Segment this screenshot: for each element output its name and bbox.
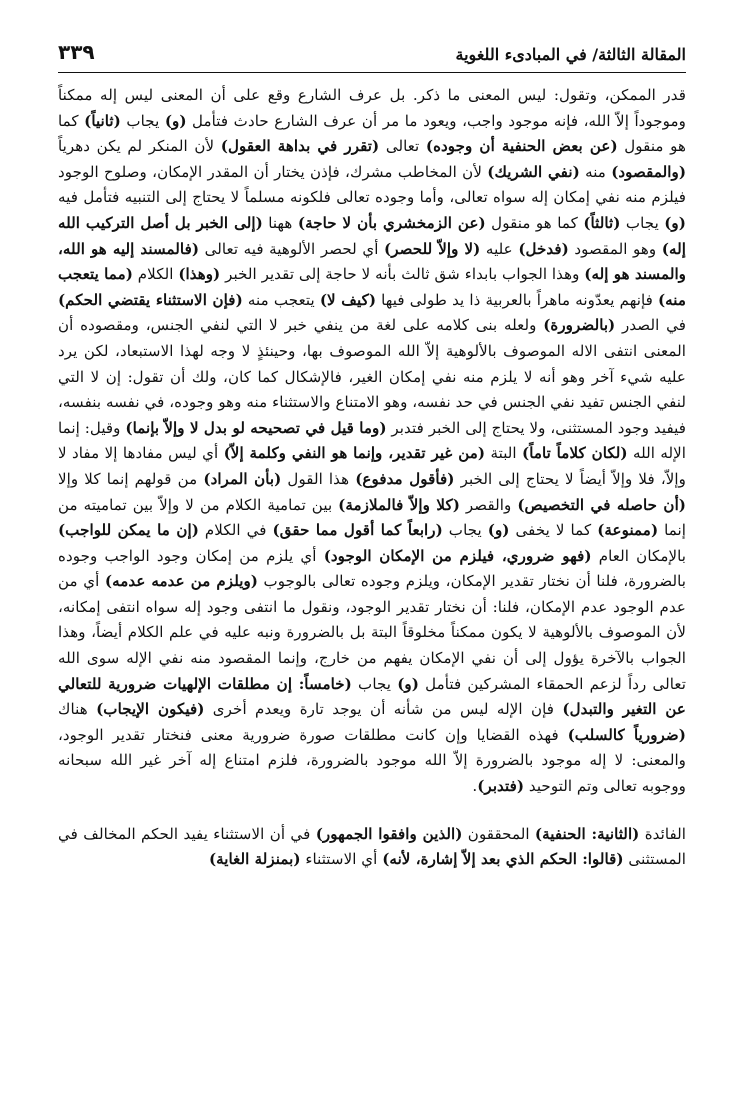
bold-text-run: (و) [164,111,187,130]
text-run: هذا القول [281,469,356,488]
text-run: يجاب [120,111,165,130]
bold-text-run: (من غير تقدير، وإنما هو النفي وكلمة إلاّ) [223,444,486,463]
text-run: كما لا يخفى [509,521,598,540]
text-run: لأن المخاطب مشرك، فإذن يختار أن المقدر الإمكان، وصلوح الوجود فيلزم منه نفي إمكان إله سواه تعالى، وأما وجوده تعالى فلكونه مسلماً لا يحتاج إلى التنبيه فتأمل فيه [58,162,686,207]
bold-text-run: (ممنوعة) [597,521,659,540]
text-run: ههنا [262,213,298,232]
bold-text-run: (تقرر في بداهة العقول) [220,137,380,156]
bold-text-run: (بالضرورة) [543,316,616,335]
bold-text-run: (نفي الشريك) [487,162,580,181]
bold-text-run: (ضرورياً كالسلب) [567,725,686,744]
bold-text-run: (رابعاً كما أقول مما حقق) [272,521,443,540]
bold-text-run: (عن الزمخشري بأن لا حاجة) [297,213,486,232]
bold-text-run: (و) [397,674,419,693]
page-number: ٣٣٩ [58,40,95,64]
bold-text-run: (إن ما يمكن للواجب) [58,521,199,540]
text-run: الكلام [132,265,179,284]
text-run: في الصدر [615,316,686,335]
bold-text-run: (فدخل) [518,239,569,258]
bold-text-run: (لكان كلاماً تاماً) [522,444,628,463]
text-run: هناك [58,700,97,719]
body-paragraph-2 [58,822,686,873]
bold-text-run: (مما يتعجب منه) [58,265,687,309]
header-rule [58,72,686,73]
text-run: كما هو منقول [485,213,584,232]
bold-text-run: (وما قيل في تصحيحه لو بدل لا وإلاّ بإنما) [125,418,387,437]
text-run: أي لحصر الألوهية فيه تعالى [199,239,385,258]
text-run: أي ليس مفادها إلا مفاد لا وإلاّ، فلا وإلاّ أيضاً لا يحتاج إلى الخبر [58,444,686,488]
text-run: ولعله بنى كلامه على لغة من ينفي خبر لا التي لنفي الجنس، ومقصوده أن المعنى انتفى الاله الموصوف بالألوهية إلاّ الله الموصوف بها، وحينئذٍ لا وجه لهذا الاستبعاد، لكن يرد عليه شيء آخر وهو أنه لا يلزم منه نفي إمكان الغير، فالإشكال كما كان، ولك أن تقول: إن لا التي لنفي الجنس تفيد نفي الجنس في حد نفسه، وهو الامتناع والاستثناء منه وهو وجوده، في نفسه بنفسه، فيفيد وجود المستثنى، ولا يحتاج إلى الخبر فتدبر [58,316,686,437]
text-run: أي الاستثناء [300,850,383,869]
text-run: قدر الممكن، وتقول: ليس المعنى ما ذكر. بل عرف الشارع وقع على أن المعنى ليس إله ممكناً وموجوداً إلاّ الله، فإنه موجود واجب، ويعود ما مر أن عرف الشارع حادث فتأمل [58,86,686,130]
bold-text-run: (لا وإلاّ للحصر) [384,239,481,258]
text-run: تعالى [379,137,426,156]
text-run: يتعجب منه [242,290,320,309]
text-run: البتة [485,444,523,463]
bold-text-run: (الثانية: الحنفية) [534,824,640,843]
text-run: وهذا الجواب بابداء شق ثالث بأنه لا حاجة إلى تقدير الخبر [220,265,585,284]
text-run: لأن المنكر لم يكن دهرياً [58,137,221,156]
text-run: وقيل: إنما الإله الله [58,418,687,463]
bold-text-run: (فأقول مدفوع) [355,469,455,488]
text-run: في الكلام [198,521,273,540]
text-run: . [472,777,478,796]
text-run: عليه [480,239,519,258]
bold-text-run: (فإن الاستثناء يقتضي الحكم) [58,290,243,309]
text-run: فإنهم يعدّونه ماهراً بالعربية ذا يد طولى فيها [376,290,658,309]
text-run: فهذه القضايا وإن كانت مطلقات صورة ضرورية معنى فنختار تقدير الوجود، والمعنى: لا إله موجود بالضرورة إلاّ الله موجود بالضرورة، فلزم امتناع إله آخر غير الله سبحانه ووجوبه تعالى وتم التوحيد [58,725,686,796]
bold-text-run: (والمقصود) [611,162,687,181]
text-run: الفائدة [639,824,687,843]
text-run: في أن الاستثناء يفيد الحكم المخالف في المستثنى [58,824,686,869]
text-run: كما هو منقول [58,111,686,156]
text-run: يجاب [442,521,488,540]
text-run: أي يلزم من إمكان وجود الواجب وجوده بالضرورة، فلنا أن نختار تقدير الإمكان، ويلزم وجوده تعالى بالوجوب [58,546,686,591]
bold-text-run: (خامساً: إن مطلقات الإلهيات ضرورية للتعالي عن التغير والتبدل) [58,674,686,719]
running-header [58,36,686,70]
text-run: بين تمامية الكلام من لا وإلاّ بين تماميته من إنما [58,495,686,540]
bold-text-run: (ثانياً) [84,111,121,130]
bold-text-run: (فهو ضروري، فيلزم من الإمكان الوجود) [323,546,592,565]
chapter-title: المقالة الثالثة/ في المبادىء اللغوية [455,45,686,64]
bold-text-run: (فالمسند إليه هو الله، والمسند هو إله) [58,239,687,284]
bold-text-run: (وهذا) [178,265,221,284]
text-run: من قولهم إنما كلا وإلا [58,469,204,488]
text-run: وهو المقصود [568,239,662,258]
bold-text-run: (أن حاصله في التخصيص) [517,495,686,514]
bold-text-run: (فيكون الإيجاب) [96,700,205,719]
bold-text-run: (الذين وافقوا الجمهور) [315,824,463,843]
text-run: يجاب [351,674,398,693]
text-run: فإن الإله ليس من شأنه أن يوجد تارة ويعدم أخرى [204,700,563,719]
bold-text-run: (بمنزلة الغاية) [208,850,301,869]
text-run: بالإمكان العام [591,546,687,565]
text-run: أي من عدم الوجود عدم الإمكان، فلنا: أن نختار تقدير الوجود، ونقول ما انتفى وجود إله سواه انتفى إمكانه، لأن الموصوف بالألوهية لا يكون ممكناً مخلوقاً البتة بل بالضرورة ونبه عليه في علم الكلام أيضاً، وهذا الجواب بالآخرة يؤول إلى أن نفي الإمكان يفهم من خارج، وإنما المقصود منه نفي الإله سوى الله تعالى رداً لزعم الحمقاء المشركين فتأمل [58,572,686,693]
bold-text-run: (و) [664,213,686,232]
bold-text-run: (كلا وإلاّ فالملازمة) [338,495,460,514]
text-run: والقصر [459,495,518,514]
bold-text-run: (قالوا: الحكم الذي بعد إلاّ إشارة، لأنه) [382,850,624,869]
bold-text-run: (و) [487,521,510,540]
text-run: المحققون [462,824,535,843]
bold-text-run: (فتدبر) [477,777,525,796]
bold-text-run: (كيف لا) [319,290,377,309]
body-paragraph-1 [58,83,686,800]
text-run: منه [579,162,612,181]
text-run: يجاب [620,213,665,232]
bold-text-run: (إلى الخبر بل أصل التركيب الله إله) [58,213,686,258]
bold-text-run: (بأن المراد) [203,469,282,488]
bold-text-run: (ثالثاً) [583,213,621,232]
bold-text-run: (عن بعض الحنفية أن وجوده) [425,137,618,156]
bold-text-run: (ويلزم من عدمه عدمه) [104,572,258,591]
